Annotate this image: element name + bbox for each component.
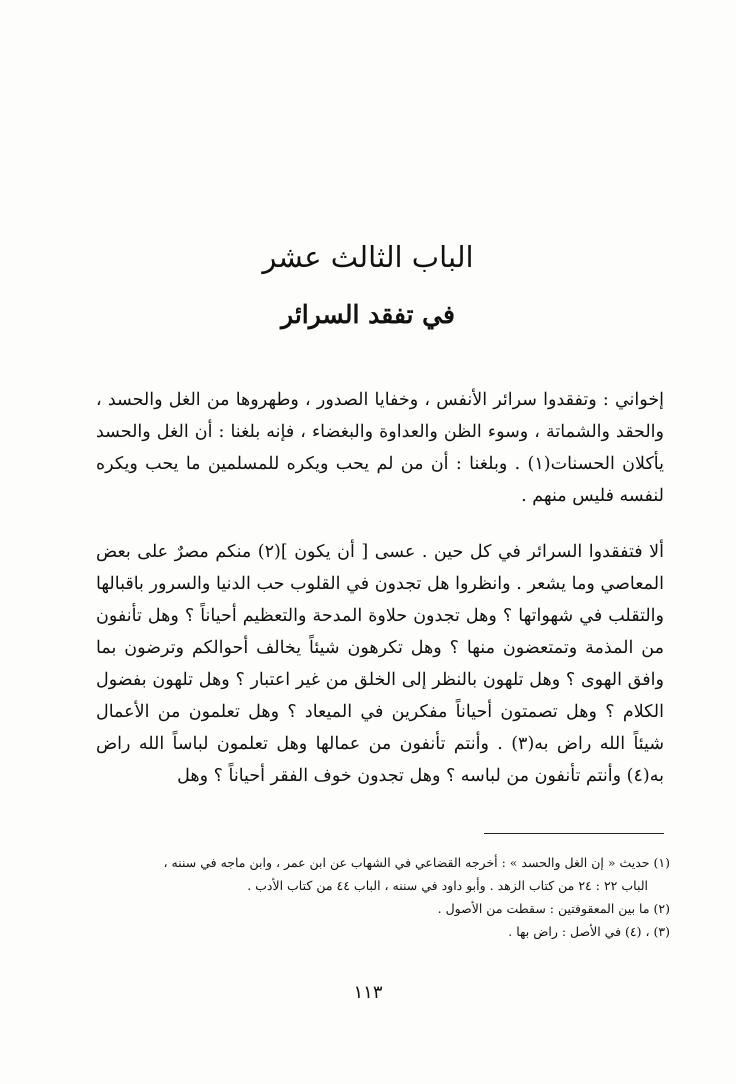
paragraph-1: إخواني : وتفقدوا سرائر الأنفس ، وخفايا الصدور ، وطهروها من الغل والحسد ، والحقد والشماتة ، وسوء الظن والعداوة والبغضاء ، فإنه بلغنا : أن الغل والحسد يأكلان الحسنات(١) . وبلغنا : أن من لم يحب ويكره للمسلمين ما يحب ويكره لنفسه فليس منهم .: [96, 390, 664, 506]
footnote-1-continuation: الباب ٢٢ : ٢٤ من كتاب الزهد . وأبو داود في سننه ، الباب ٤٤ من كتاب الأدب .: [247, 878, 648, 893]
page-number: ١١٣: [353, 982, 383, 1003]
footnote-3-4: (٣) ، (٤) في الأصل : راض بها .: [508, 924, 670, 939]
footnote-1: (١) حديث « إن الغل والحسد » : أخرجه القضاعي في الشهاب عن ابن عمر ، وابن ماجه في سننه ،: [163, 855, 670, 870]
chapter-subtitle: في تفقد السرائر: [281, 300, 455, 329]
footnote-divider: [484, 833, 664, 834]
footnotes: [96, 851, 670, 943]
footnote-2: (٢) ما بين المعقوفتين : سقطت من الأصول .: [437, 901, 670, 916]
paragraph-2: ألا فتفقدوا السرائر في كل حين . عسى [ أن يكون ](٢) منكم مصرٌ على بعض المعاصي وما يشعر . وانظروا هل تجدون في القلوب حب الدنيا والسرور باقبالها والتقلب في شهواتها ؟ وهل تجدون حلاوة المدحة والتعظيم أحياناً ؟ وهل تأنفون من المذمة وتمتعضون منها ؟ وهل تكرهون شيئاً يخالف أحوالكم وترضون بما وافق الهوى ؟ وهل تلهون بالنظر إلى الخلق من غير اعتبار ؟ وهل تلهون بفضول الكلام ؟ وهل تصمتون أحياناً مفكرين في الميعاد ؟ وهل تعلمون من الأعمال شيئاً الله راض به(٣) . وأنتم تأنفون من عمالها وهل تعلمون لباساً الله راض به(٤) وأنتم تأنفون من لباسه ؟ وهل تجدون خوف الفقر أحياناً ؟ وهل: [96, 542, 665, 786]
chapter-title: الباب الثالث عشر: [262, 240, 474, 274]
body-text: [96, 384, 664, 792]
